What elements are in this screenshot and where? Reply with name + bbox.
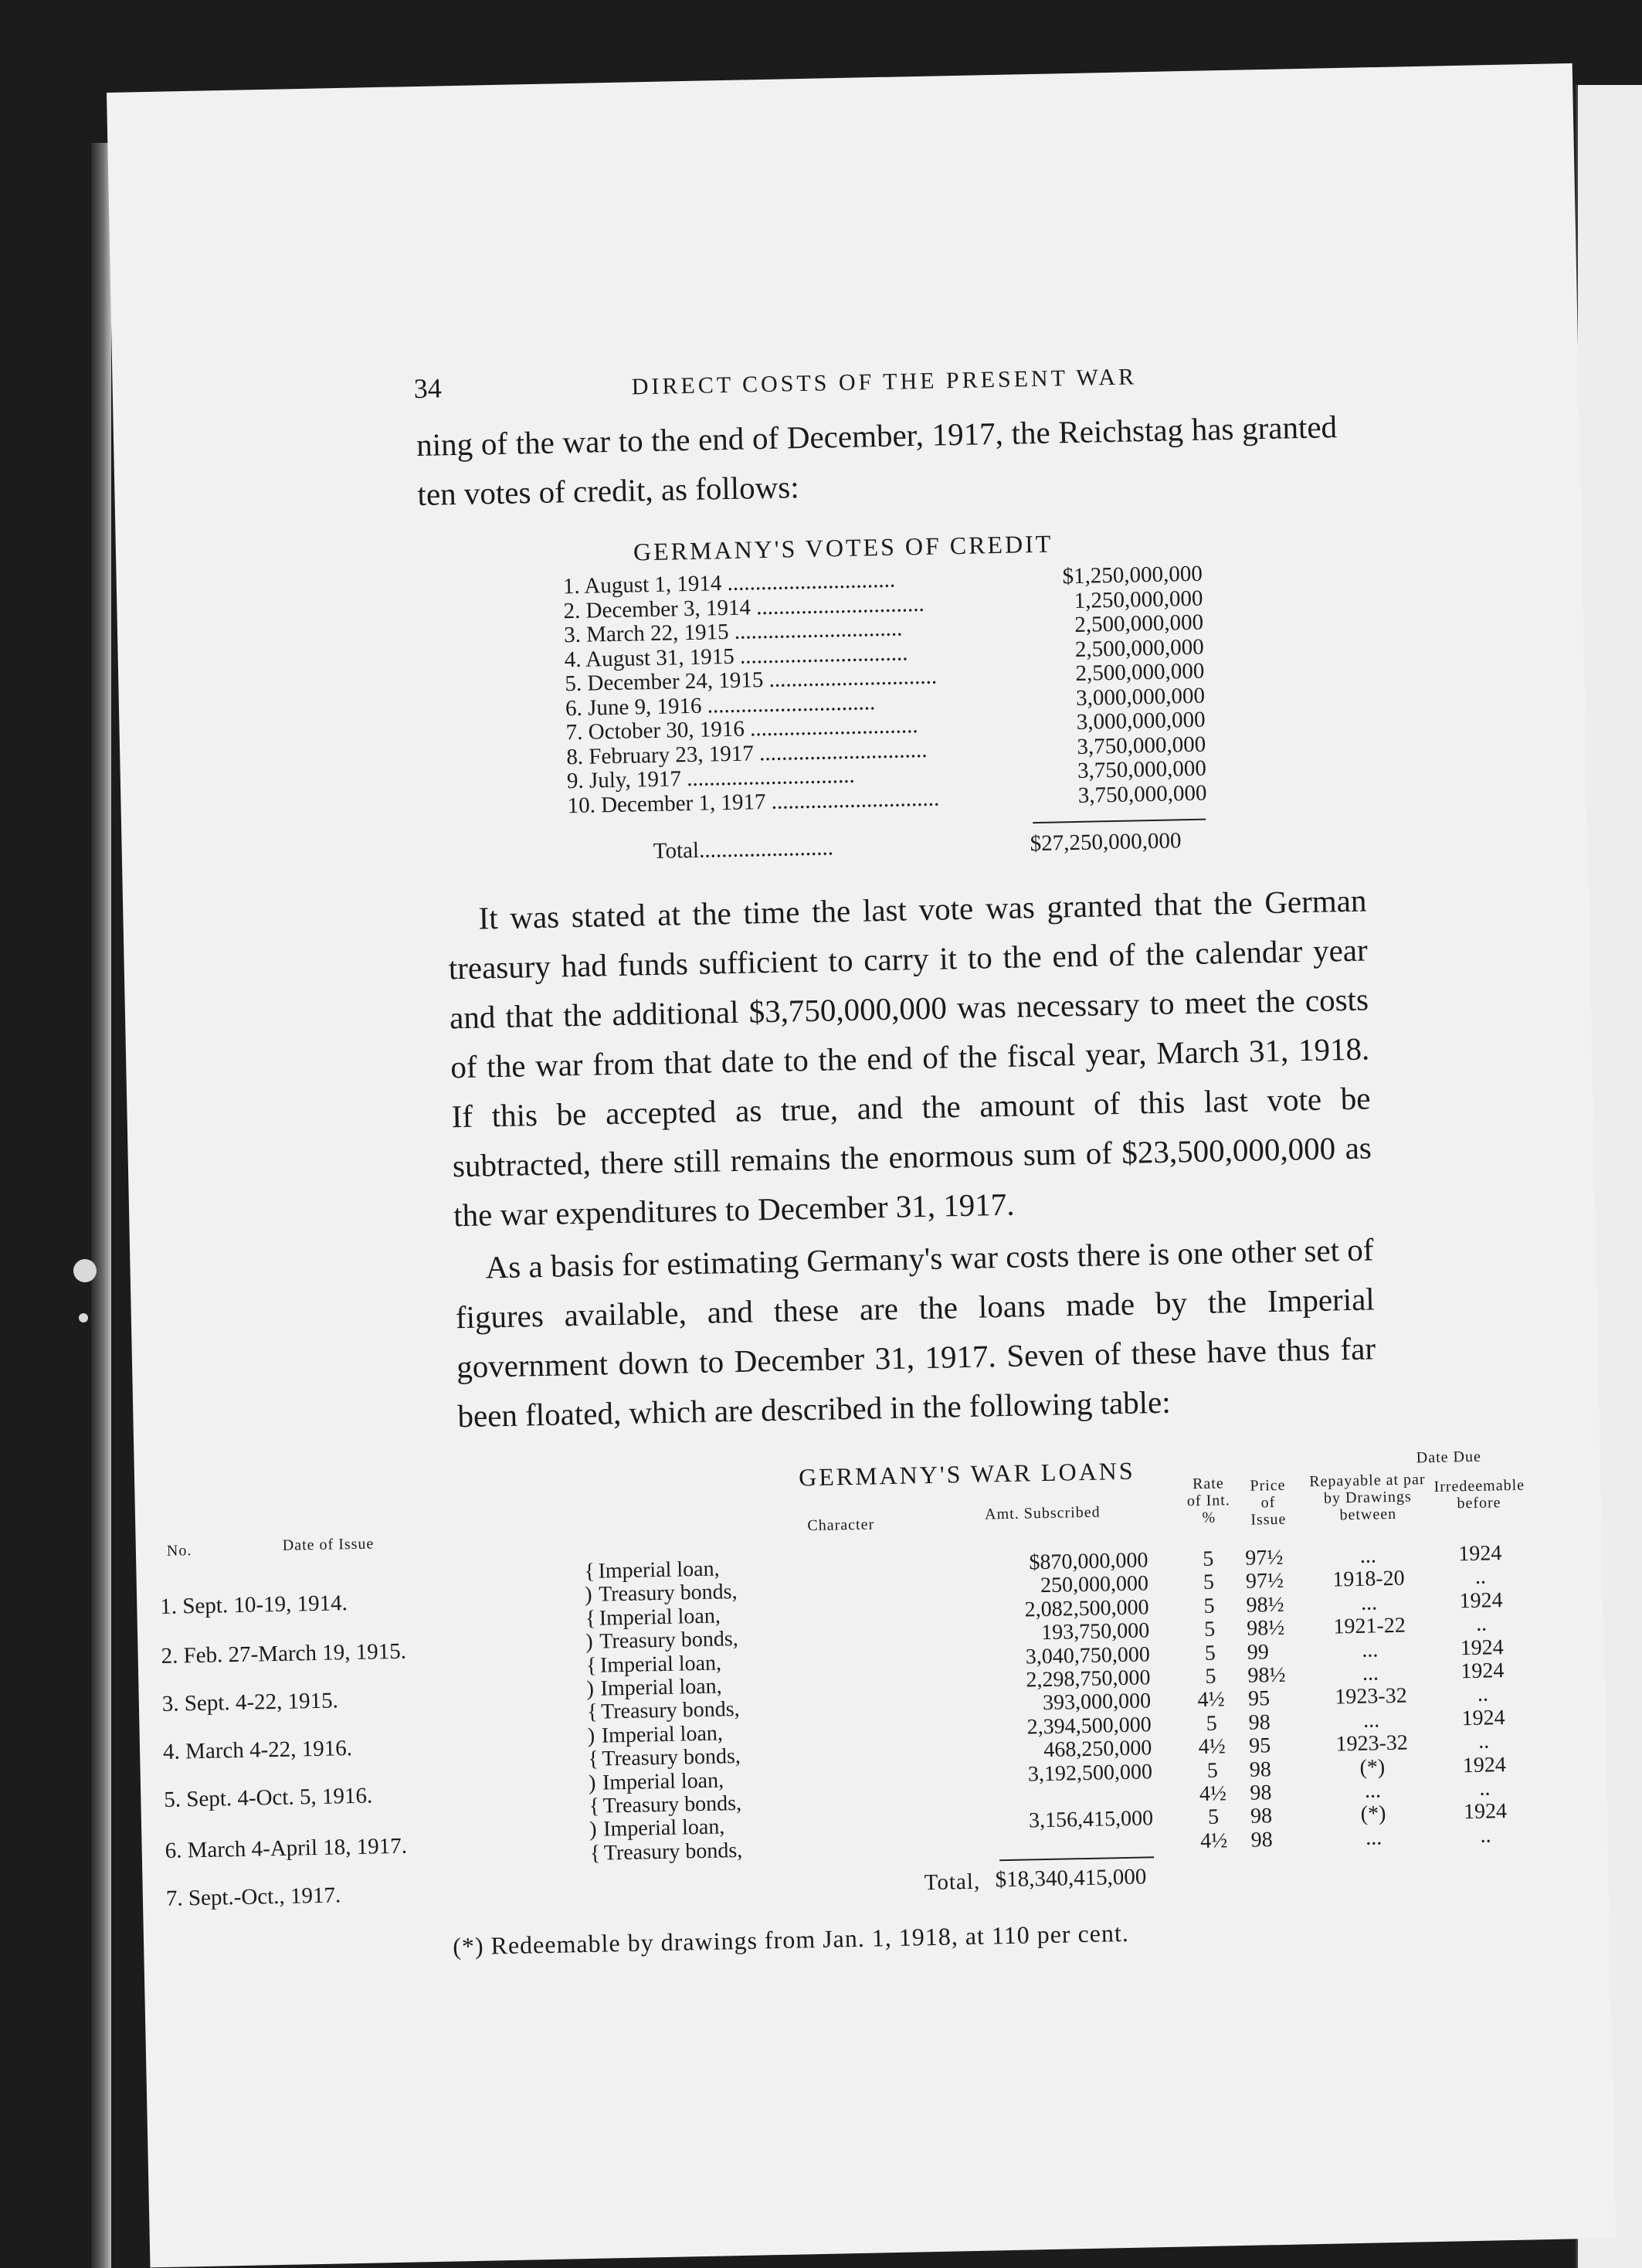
credits-total-row bbox=[653, 835, 834, 864]
loan-character: Treasury bonds, bbox=[602, 1744, 741, 1771]
loan-repayable: 1923-32 bbox=[1335, 1684, 1407, 1709]
loan-repayable: ... bbox=[1359, 1543, 1377, 1568]
intro-paragraph bbox=[416, 402, 1338, 519]
header-amount: Amt. Subscribed bbox=[984, 1503, 1101, 1523]
loan-repayable: ... bbox=[1362, 1708, 1380, 1733]
credit-date: 9. July, 1917 bbox=[566, 766, 682, 794]
loan-character: Imperial loan, bbox=[598, 1557, 720, 1584]
loan-rate: 4½ bbox=[1197, 1687, 1225, 1713]
loan-price: 98 bbox=[1248, 1709, 1271, 1735]
credit-amount: 1,250,000,000 bbox=[1074, 586, 1203, 613]
dot-leader: .............................. bbox=[728, 616, 903, 644]
credit-amount: 3,750,000,000 bbox=[1077, 780, 1207, 808]
credits-total-rule bbox=[1033, 819, 1206, 823]
loan-amount: 250,000,000 bbox=[1040, 1571, 1149, 1598]
loan-amount: $870,000,000 bbox=[1029, 1548, 1148, 1575]
loan-price: 98 bbox=[1250, 1781, 1272, 1805]
loans-total-label: Total, bbox=[924, 1869, 981, 1896]
loan-price: 98 bbox=[1249, 1757, 1272, 1782]
credits-table bbox=[563, 562, 1207, 819]
issue-date: 7. Sept.-Oct., 1917. bbox=[165, 1883, 341, 1911]
loan-rate: 5 bbox=[1207, 1805, 1220, 1830]
paragraph-text: It was stated at the time the last vote was granted that the German treasury had funds sufficient to carry it to the end of the calendar year and that the additional $3,750,000,000 was necessary to meet the costs of the war from that date to the end of the fiscal year, March 31, 1918. If this be accepted as true, and the amount of this last vote be subtracted, there still remains the enormous sum of $23,500,000,000 as the war expenditures to December 31, 1917. bbox=[448, 882, 1372, 1234]
loan-amount: 3,192,500,000 bbox=[1027, 1759, 1153, 1787]
issue-date: 1. Sept. 10-19, 1914. bbox=[160, 1591, 348, 1619]
loan-repayable: 1918-20 bbox=[1332, 1567, 1405, 1592]
credits-table-title: GERMANY'S VOTES OF CREDIT bbox=[633, 529, 1053, 566]
loan-rate: 4½ bbox=[1199, 1828, 1228, 1853]
loan-irredeemable: 1924 bbox=[1460, 1659, 1505, 1684]
credit-amount: 3,750,000,000 bbox=[1077, 732, 1206, 759]
loan-repayable: ... bbox=[1361, 1637, 1379, 1662]
loan-repayable: (*) bbox=[1359, 1754, 1386, 1780]
credits-total-amount: $27,250,000,000 bbox=[1030, 828, 1182, 857]
loan-amount: 2,298,750,000 bbox=[1026, 1665, 1151, 1693]
loan-rate: 5 bbox=[1205, 1664, 1216, 1689]
loan-repayable: (*) bbox=[1360, 1801, 1386, 1827]
loan-rate: 5 bbox=[1203, 1617, 1216, 1642]
credit-date: 6. June 9, 1916 bbox=[565, 693, 702, 721]
dot-leader: .............................. bbox=[680, 762, 855, 792]
issue-date: 2. Feb. 27-March 19, 1915. bbox=[161, 1638, 407, 1669]
credits-total-label: Total bbox=[653, 837, 700, 864]
dot-leader: .............................. bbox=[744, 713, 918, 742]
header-repayable: Repayable at par by Drawings between bbox=[1308, 1471, 1426, 1524]
loan-character: Treasury bonds, bbox=[598, 1580, 738, 1607]
header-date-of-issue: Date of Issue bbox=[282, 1535, 375, 1554]
brace: { bbox=[584, 1559, 595, 1584]
loan-price: 95 bbox=[1247, 1686, 1271, 1712]
loan-rate: 5 bbox=[1206, 1711, 1217, 1736]
brace: ) bbox=[589, 1818, 597, 1842]
credit-amount: 3,000,000,000 bbox=[1075, 683, 1206, 711]
dot-leader: .............................. bbox=[763, 664, 938, 693]
loan-amount: 2,394,500,000 bbox=[1026, 1713, 1152, 1740]
header-date-due: Date Due bbox=[1416, 1448, 1482, 1467]
credit-amount: $1,250,000,000 bbox=[1062, 561, 1203, 589]
loan-rate: 5 bbox=[1204, 1641, 1216, 1665]
loan-amount: 3,156,415,000 bbox=[1028, 1806, 1154, 1833]
paragraph-text: As a basis for estimating Germany's war costs there is one other set of figures available, and these are the loans made by the Imperial government down to December 31, 1917. Seven of these have thus far been floated, which are described in the following table: bbox=[455, 1231, 1376, 1434]
credit-amount: 2,500,000,000 bbox=[1074, 609, 1204, 637]
credit-date: 4. August 31, 1915 bbox=[564, 643, 735, 672]
header-no: No. bbox=[166, 1542, 192, 1560]
loan-irredeemable: .. bbox=[1480, 1823, 1491, 1848]
loan-amount: 193,750,000 bbox=[1040, 1618, 1150, 1645]
credit-date: 7. October 30, 1916 bbox=[565, 716, 745, 745]
issue-date: 4. March 4-22, 1916. bbox=[162, 1736, 353, 1764]
loan-rate: 5 bbox=[1206, 1758, 1219, 1783]
credit-amount: 3,000,000,000 bbox=[1076, 707, 1206, 735]
loan-character: Imperial loan, bbox=[602, 1815, 725, 1842]
header-price: Price of Issue bbox=[1250, 1476, 1287, 1529]
loan-repayable: ... bbox=[1362, 1661, 1379, 1686]
credit-date: 10. December 1, 1917 bbox=[567, 789, 766, 818]
brace: ) bbox=[584, 1583, 592, 1608]
dot-leader: .............................. bbox=[701, 689, 876, 718]
loan-amount: 468,250,000 bbox=[1043, 1736, 1152, 1763]
loans-table-title: GERMANY'S WAR LOANS bbox=[798, 1456, 1135, 1492]
issue-date: 3. Sept. 4-22, 1915. bbox=[161, 1688, 339, 1716]
book-page bbox=[107, 63, 1616, 2268]
body-paragraph-1 bbox=[447, 875, 1373, 1240]
loan-rate: 5 bbox=[1203, 1594, 1215, 1618]
brace: { bbox=[586, 1700, 598, 1725]
header-irredeemable: Irredeemable before bbox=[1433, 1476, 1525, 1513]
loan-irredeemable: 1924 bbox=[1463, 1799, 1508, 1825]
loan-price: 98½ bbox=[1247, 1662, 1286, 1688]
loan-irredeemable: .. bbox=[1479, 1776, 1491, 1801]
loan-price: 98½ bbox=[1246, 1615, 1285, 1641]
credit-date: 8. February 23, 1917 bbox=[566, 740, 755, 769]
intro-text: ning of the war to the end of December, 1917, the Reichstag has granted ten votes of credit, as follows: bbox=[416, 409, 1338, 513]
dot-leader: .............................. bbox=[753, 737, 928, 766]
loan-amount: 3,040,750,000 bbox=[1025, 1642, 1151, 1669]
loan-repayable: 1923-32 bbox=[1335, 1730, 1409, 1757]
dot-leader: .............................. bbox=[734, 640, 908, 669]
header-character: Character bbox=[807, 1516, 875, 1535]
brace: ) bbox=[588, 1771, 596, 1795]
loan-repayable: 1921-22 bbox=[1333, 1613, 1406, 1639]
loans-total-amount: $18,340,415,000 bbox=[995, 1864, 1147, 1893]
issue-date: 5. Sept. 4-Oct. 5, 1916. bbox=[164, 1783, 373, 1812]
loan-irredeemable: .. bbox=[1477, 1729, 1490, 1754]
loan-irredeemable: 1924 bbox=[1461, 1705, 1505, 1731]
loan-character: Treasury bonds, bbox=[603, 1838, 743, 1866]
loan-irredeemable: .. bbox=[1474, 1564, 1487, 1590]
loan-irredeemable: 1924 bbox=[1460, 1635, 1505, 1660]
loan-price: 95 bbox=[1248, 1733, 1271, 1758]
credit-date: 1. August 1, 1914 bbox=[562, 571, 722, 599]
brace: { bbox=[589, 1841, 601, 1866]
loan-irredeemable: 1924 bbox=[1462, 1752, 1507, 1777]
loan-price: 98 bbox=[1250, 1804, 1273, 1829]
credit-amount: 2,500,000,000 bbox=[1075, 658, 1205, 686]
dot-leader: .............................. bbox=[750, 591, 924, 620]
loan-character: Imperial loan, bbox=[599, 1651, 722, 1678]
loan-price: 97½ bbox=[1245, 1569, 1284, 1594]
loans-footnote: (*) Redeemable by drawings from Jan. 1, 1918, at 110 per cent. bbox=[452, 1918, 1130, 1961]
brace: { bbox=[589, 1794, 600, 1818]
brace: ) bbox=[585, 1629, 594, 1655]
loan-rate: 4½ bbox=[1199, 1781, 1227, 1807]
brace: { bbox=[585, 1606, 596, 1631]
loan-irredeemable: 1924 bbox=[1458, 1541, 1502, 1567]
loan-irredeemable: .. bbox=[1477, 1682, 1489, 1707]
loan-character: Imperial loan, bbox=[602, 1767, 724, 1795]
loan-amount: 393,000,000 bbox=[1042, 1689, 1152, 1716]
loan-character: Treasury bonds, bbox=[599, 1627, 739, 1654]
loan-character: Treasury bonds, bbox=[600, 1697, 740, 1724]
loan-rate: 5 bbox=[1203, 1570, 1215, 1595]
loan-rate: 4½ bbox=[1198, 1734, 1226, 1760]
credit-date: 5. December 24, 1915 bbox=[565, 667, 764, 697]
loan-price: 98 bbox=[1250, 1827, 1274, 1852]
loan-repayable: ... bbox=[1365, 1825, 1382, 1850]
dot-leader: ........................ bbox=[698, 835, 834, 863]
header-rate: Rate of Int. % bbox=[1186, 1475, 1231, 1526]
loan-character: Imperial loan, bbox=[601, 1721, 724, 1748]
loan-repayable: ... bbox=[1360, 1591, 1378, 1615]
credit-amount: 2,500,000,000 bbox=[1074, 634, 1204, 662]
loan-irredeemable: 1924 bbox=[1459, 1587, 1503, 1614]
brace: ) bbox=[586, 1676, 595, 1701]
credit-date: 2. December 3, 1914 bbox=[563, 594, 751, 623]
loan-amount: 2,082,500,000 bbox=[1024, 1595, 1149, 1622]
brace: { bbox=[588, 1747, 599, 1772]
loan-repayable: ... bbox=[1364, 1778, 1382, 1803]
loan-character: Treasury bonds, bbox=[602, 1791, 742, 1818]
credit-date: 3. March 22, 1915 bbox=[563, 619, 729, 648]
loan-character: Imperial loan, bbox=[600, 1674, 722, 1701]
loan-price: 97½ bbox=[1245, 1545, 1284, 1570]
running-head: DIRECT COSTS OF THE PRESENT WAR bbox=[631, 364, 1138, 400]
loan-rate: 5 bbox=[1203, 1547, 1214, 1571]
loan-price: 98½ bbox=[1246, 1592, 1284, 1618]
scan-speck bbox=[73, 1259, 97, 1282]
loan-irredeemable: .. bbox=[1475, 1611, 1488, 1636]
loan-character: Imperial loan, bbox=[599, 1604, 721, 1631]
left-binding-edge bbox=[91, 143, 111, 2268]
credit-amount: 3,750,000,000 bbox=[1077, 755, 1207, 783]
loans-total-rule bbox=[999, 1856, 1154, 1861]
body-paragraph-2 bbox=[454, 1224, 1377, 1441]
page-number: 34 bbox=[413, 372, 443, 405]
scan-speck bbox=[79, 1313, 88, 1322]
dot-leader: .............................. bbox=[721, 567, 896, 596]
loan-price: 99 bbox=[1247, 1639, 1270, 1665]
issue-date: 6. March 4-April 18, 1917. bbox=[165, 1833, 408, 1863]
dot-leader: .............................. bbox=[765, 786, 940, 814]
brace: { bbox=[585, 1653, 597, 1678]
brace: ) bbox=[587, 1723, 595, 1748]
